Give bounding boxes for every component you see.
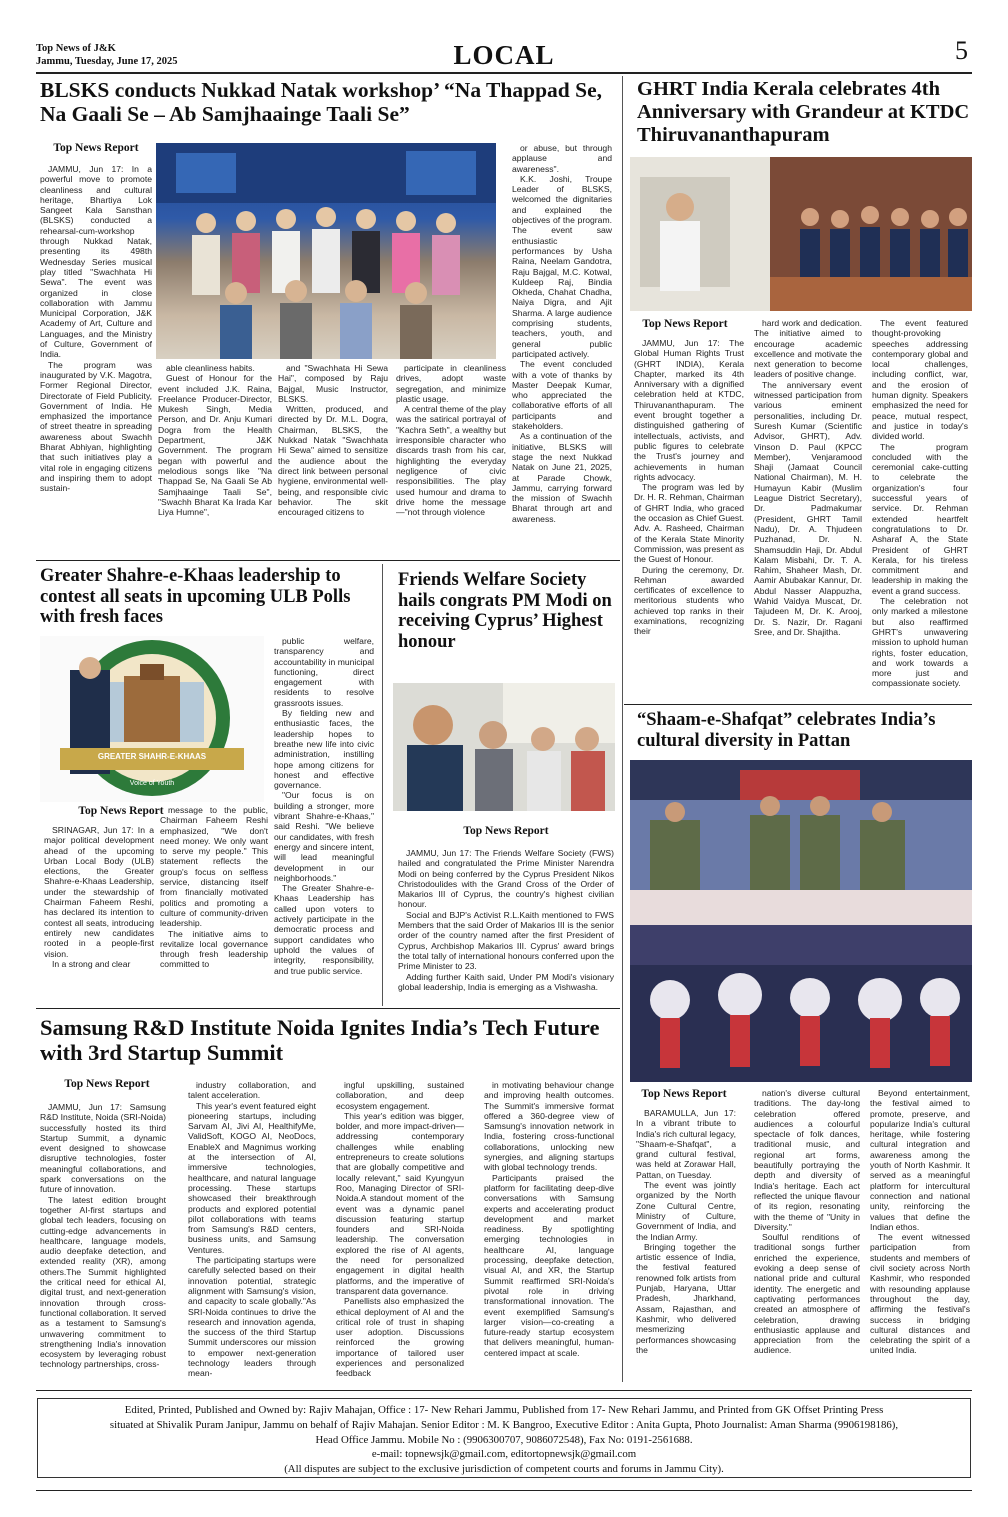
ghk-col3 — [274, 636, 374, 1003]
paragraph: or abuse, but through applause and awareness". — [512, 143, 612, 174]
shaam-col3 — [870, 1088, 970, 1384]
paragraph: As a continuation of the initiative, BLSKS will stage the next Nukkad Natak on June 21, 2025, at Parade Chowk, Jammu, carrying forward the mission of Swachh Bharat through art and awareness. — [512, 431, 612, 524]
ghrt-photo — [630, 157, 972, 311]
column-divider — [382, 564, 383, 1006]
paragraph: in motivating behaviour change and improving health outcomes. The Summit's immersive format offered a 360-degree view of Samsung's innovation network in India, fostering cross-functional collaborations, unlocking new synergies, and aligning startups with global technology trends. — [484, 1080, 614, 1173]
shaam-headline: “Shaam-e-Shafqat” celebrates India’s cultural diversity in Pattan — [637, 710, 936, 751]
paragraph: Written, produced, and directed by Dr. M.L. Dogra, Chairman, BLSKS, the Nukkad Natak "Swachhata Hi Sewa" aimed to sensitize the audience about the direct link between personal hygiene, environmental well-being, and responsible civic behavior. The skit encouraged citizens to — [278, 404, 388, 518]
paragraph: JAMMU, Jun 17: Samsung R&D Institute, Noida (SRI-Noida) successfully hosted its third Startup Summit, a dynamic event designed to showcase disruptive technologies, foster meaningful collaborations, and spark conversations on the future of innovation. — [40, 1102, 166, 1195]
blsks-col3 — [278, 363, 388, 559]
samsung-col2 — [188, 1080, 316, 1384]
blsks-col2 — [158, 363, 272, 559]
paragraph: The event featured thought-provoking speeches addressing contemporary global and local challenges, including conflict, war, and the erosion of human dignity. Speakers emphasized the need for peace, mutual respect, and justice in today's divided world. — [872, 318, 968, 442]
paragraph: This year's edition was bigger, bolder, and more impact-driven—addressing contemporary challenges while enabling entrepreneurs to create solutions that are globally competitive and locally relevant," said Kyungyun Roo, Managing Director of SRI-Noida.A standout moment of the event was a dynamic panel discussion featuring startup founders and SRI-Noida leadership. The conversation explored the rise of AI agents, the need for personalized engagement in digital health platforms, and the imperative of transparent data governance. — [336, 1110, 464, 1296]
paragraph: hard work and dedication. The initiative aimed to encourage academic excellence and motivate the next generation to become leaders of positive change. — [754, 318, 862, 380]
imprint-line: Edited, Printed, Published and Owned by: Rajiv Mahajan, Office : 17- New Rehari Jammu, Published from 17- New Rehari Jammu, and Printed from GK Offset Printing Press — [124, 1404, 884, 1416]
paragraph: By fielding new and enthusiastic faces, the leadership hopes to breathe new life into civic administration, instilling hope among citizens for honest and effective governance. — [274, 708, 374, 791]
ghrt-col3 — [872, 318, 968, 698]
footer-rule — [36, 1390, 972, 1391]
fws-byline: Top News Report — [463, 825, 549, 837]
dateline: Jammu, Tuesday, June 17, 2025 — [36, 56, 178, 67]
paragraph: ingful upskilling, sustained collaboration, and deep ecosystem engagement. — [336, 1080, 464, 1111]
paragraph: The initiative aims to revitalize local governance through fresh leadership committed to — [160, 928, 268, 970]
paragraph: Participants praised the platform for facilitating deep-dive conversations with Samsung experts and accelerating product development and market readiness. By spotlighting emerging technologies in healthcare AI, language processing, deepfake detection, visual AI, and XR, the Startup Summit reaffirmed SRI-Noida's pivotal role in driving transformational innovation. The event exemplified Samsung's larger vision—co-creating a future-ready startup ecosystem that delivers meaningful, human-centered impact at scale. — [484, 1172, 614, 1358]
ghrt-headline: GHRT India Kerala celebrates 4th Anniversary with Grandeur at KTDC Thiruvananthapuram — [637, 78, 970, 146]
imprint-line: Head Office Jammu. Mobile No : (9906300707, 9086072548), Fax No: 0191-2561688. — [315, 1433, 693, 1446]
paragraph: and "Swachhata Hi Sewa Hai", composed by Raju Bajgal, Music Instructor, BLSKS. — [278, 363, 388, 404]
imprint-box — [37, 1398, 971, 1478]
paragraph: In a strong and clear — [52, 958, 131, 969]
paragraph: The celebration not only marked a milestone but also reaffirmed GHRT's unwavering mission to uphold human rights, foster education, and work towards a more just and compassionate society. — [872, 596, 968, 689]
blsks-col4 — [396, 363, 506, 559]
section-rule — [36, 1008, 620, 1009]
section-title: LOCAL — [453, 40, 555, 70]
samsung-col4 — [484, 1080, 614, 1384]
paragraph: The event concluded with a vote of thanks by Master Deepak Kumar, who appreciated the collaborative efforts of all participants and stakeholders. — [512, 359, 612, 432]
paragraph: industry collaboration, and talent acceleration. — [188, 1080, 316, 1101]
ghrt-col2 — [754, 318, 862, 698]
shaam-col2 — [754, 1088, 860, 1384]
fws-photo — [393, 683, 615, 811]
bottom-rule — [36, 1490, 972, 1491]
paragraph: The program concluded with the ceremonial cake-cutting to celebrate the organization's four successful years of service. Dr. Rehman extended heartfelt congratulations to Dr. Asharaf A, the State President of GHRT Kerala, for his tireless commitment and leadership in making the event a grand success. — [872, 441, 968, 596]
paragraph: During the ceremony, Dr. Rehman awarded certificates of excellence to meritorious students who achieved top ranks in their examinations, recognizing their — [634, 564, 744, 637]
ghk-col2 — [160, 805, 268, 1003]
ghrt-col1 — [634, 338, 744, 698]
imprint-disclaimer: (All disputes are subject to the exclusive jurisdiction of competent courts and forums in Jammu City). — [284, 1463, 724, 1476]
logo-text: GREATER SHAHR-E-KHAAS — [97, 752, 207, 761]
paragraph: Social and BJP's Activist R.L.Kaith mentioned to FWS Members that the said Order of Makarios III is the senior order of the country named after the first President of Cyprus, Archbishop Makarios III. Cyprus' award brings the total tally of international honours conferred upon the Prime Minister to 23. — [398, 909, 614, 972]
paragraph: public welfare, transparency and accountability in municipal functioning, direct engagement with residents to resolve grassroots issues. — [274, 636, 374, 708]
samsung-byline: Top News Report — [64, 1078, 150, 1090]
paragraph: The anniversary event witnessed participation from various eminent personalities, including Dr. Suresh Kumar (Scientific Advisor, GHRT), Adv. Vinson D. Paul (KPCC Member), Venjaramood Shaji (Jamaat Council National Chairman), M. H. Humayun Kabir (Muslim League District Secretary), Dr. Padmakumar (President, GHRT Tamil Nadu), Dr. A. Thjudeen Puzhanad, Dr. N. Shamsuddin Haji, Dr. Abdul Kalam Misbahi, Dr. T. A. Rahim, Shaheer Mash, Dr. Aamir Abubakar Kannur, Dr. Abdul Nasser Alappuzha, Wahid Vaidya Muscat, Dr. Tajudeen M, Dr. K. Arooj, Dr. S. Nazir, Dr. Ragani Sree, and Dr. Shajitha. — [754, 379, 862, 637]
page-number: 5 — [955, 36, 968, 65]
paragraph: Bringing together the artistic essence of India, the festival featured renowned folk artists from Punjab, Haryana, Uttar Pradesh, Jharkhand, Assam, Rajasthan, and Kashmir, who delivered mesmerizing performances showcasing the — [636, 1241, 736, 1355]
paragraph: BARAMULLA, Jun 17: In a vibrant tribute to India's rich cultural legacy, "Shaam-e-Shafqat", a grand cultural festival, was held at Zorawar Hall, Pattan, on Tuesday. — [636, 1108, 736, 1180]
imprint-email: e-mail: topnewsjk@gmail.com, editortopnewsjk@gmail.com — [371, 1448, 637, 1461]
fws-headline: Friends Welfare Society hails congrats PM Modi on receiving Cyprus’ Highest honour — [398, 570, 612, 653]
paragraph: Beyond entertainment, the festival aimed to promote, preserve, and popularize India's cultural heritage, while fostering cultural integration and awareness among the youth of North Kashmir. It served as a meaningful platform for intercultural connection and national unity, reinforcing the values that define the Indian ethos. — [870, 1088, 970, 1232]
paragraph: "Our focus is on building a stronger, more vibrant Shahre-e-Khaas," said Reshi. "We believe our candidates, with fresh energy and sincere intent, will lead meaningful development in our neighborhoods." — [274, 790, 374, 883]
paragraph: Soulful renditions of traditional songs further enriched the experience, evoking a deep sense of national pride and cultural identity. The energetic and captivating performances created an atmosphere of celebration, drawing enthusiastic applause and appreciation from the audience. — [754, 1232, 860, 1356]
paragraph: The event witnessed participation from students and members of civil society across North Kashmir, who responded with resounding applause throughout the day, affirming the festival's success in bridging cultural distances and celebrating the spirit of a united India. — [870, 1232, 970, 1356]
blsks-col1 — [40, 164, 152, 558]
paragraph: SRINAGAR, Jun 17: In a major political development ahead of the upcoming Urban Local Body (ULB) elections, the Greater Shahre-e-Khaas Leadership, under the stewardship of Chairman Faheem Reshi, has declared its intention to contest all seats, introducing entirely new candidates rooted in a people-first vision. — [44, 825, 154, 959]
shaam-byline: Top News Report — [641, 1088, 727, 1100]
ghk-byline: Top News Report — [78, 805, 164, 817]
paragraph: Adding further Kaith said, Under PM Modi's visionary global leadership, India is emerging as a Vishwasha. — [398, 971, 614, 992]
samsung-col3 — [336, 1080, 464, 1384]
samsung-col1 — [40, 1102, 166, 1384]
paragraph: JAMMU, Jun 17: The Friends Welfare Society (FWS) hailed and congratulated the Prime Minister Narendra Modi on being conferred by the Cyprus President Nikos Christodoulides with the Grand Cross of the Order of Makarios III of Cyprus, the country's highest civilian honour. — [398, 848, 614, 910]
ghk-col1 — [44, 825, 154, 1003]
ghk-headline: Greater Shahre-e-Khaas leadership to contest all seats in upcoming ULB Polls with fresh faces — [40, 566, 351, 628]
fws-body — [398, 848, 614, 1006]
paragraph: This year's event featured eight pioneering startups, including Sarvam AI, Jivi AI, HealthifyMe, ValidSoft, KOGO AI, NeoDocs, EnableX and Magnimus working at the intersection of AI, immersive technologies, healthcare, and natural language processing. These startups showcased their breakthrough products and explored potential pilot collaborations with teams from Samsung's R&D centers, business units, and Samsung Ventures. — [188, 1100, 316, 1255]
paragraph: The program was inaugurated by V.K. Magotra, Former Regional Director, Directorate of Field Publicity, Government of India. He emphasized the importance of street theatre in spreading awareness about Swachh Bharat Abhiyan, highlighting that such initiatives play a vital role in engaging citizens and inspiring them to adopt sustain- — [40, 359, 152, 494]
paragraph: JAMMU, Jun 17: In a powerful move to promote cleanliness and cultural heritage, Bhartiya Lok Sangeet Kala Sansthan (BLSKS) conducted a rehearsal-cum-workshop through Nukkad Natak, presenting its 498th Wednesday Series musical play titled "Swachhata Hi Sewa". The event was organized in close collaboration with Jammu Municipal Corporation, J&K Academy of Art, Culture and Languages, and the Ministry of Culture, Government of India. — [40, 164, 152, 360]
paragraph: Panellists also emphasized the ethical deployment of AI and the critical role of trust in shaping user adoption. Discussions reinforced the growing importance of tailored user experiences and personalized feedback — [336, 1296, 464, 1379]
paragraph: message to the public, Chairman Faheem Reshi emphasized, "We don't need money. We only want to serve my people." This statement reflects the group's focus on selfless service, distancing itself from financially motivated politics and promoting a culture of community-driven leadership. — [160, 805, 268, 929]
paragraph: nation's diverse cultural traditions. The day-long celebration offered audiences a colourful spectacle of folk dances, traditional music, and regional art forms, beautifully portraying the depth and diversity of India's heritage. Each act reflected the unique flavour of its region, resonating with the theme of "Unity in Diversity." — [754, 1088, 860, 1232]
imprint-line: situated at Shivalik Puram Janipur, Jammu on behalf of Rajiv Mahajan. Senior Editor : M. K Bangroo, Executive Editor : Anita Gupta, Photo Journalist: Aman Sharma (9906198186), — [109, 1418, 899, 1431]
paragraph: The event was jointly organized by the North Zone Cultural Centre, Ministry of Culture, Government of India, and the Indian Army. — [636, 1180, 736, 1242]
section-rule — [36, 560, 620, 561]
logo-subtext: Voice of Youth — [129, 780, 175, 787]
section-rule — [624, 704, 972, 705]
ghk-logo-image — [40, 636, 264, 802]
blsks-col5 — [512, 143, 612, 559]
paper-name: Top News of J&K — [36, 43, 116, 54]
blsks-photo — [156, 143, 496, 359]
paragraph: Guest of Honour for the event included J.K. Raina, Freelance Producer-Director, Mukesh Singh, Media Person, and Dr. Anju Kumari Dogra from the Health Department, J&K Government. The program began with powerful and melodious songs like "Na Thappad Se, Na Gaali Se Ab Samjhaainge Taali Se", "Swachh Bharat Ka Irada Kar Liya Humne", — [158, 373, 272, 518]
paragraph: able cleanliness habits. — [166, 363, 255, 373]
samsung-headline: Samsung R&D Institute Noida Ignites India’s Tech Future with 3rd Startup Summit — [40, 1015, 600, 1066]
paragraph: JAMMU, Jun 17: The Global Human Rights Trust (GHRT INDIA), Kerala Chapter, marked its 4th Anniversary with a dignified celebration held at KTDC, Thiruvananthapuram. The event brought together a distinguished gathering of intellectuals, activists, and public figures to celebrate the Trust's journey and achievements in human rights advocacy. — [634, 338, 744, 482]
paragraph: K.K. Joshi, Troupe Leader of BLSKS, welcomed the dignitaries and explained the objectives of the program. The event saw enthusiastic performances by Usha Raina, Neelam Gandotra, Raju Bajgal, M.C. Kotwal, Kuldeep Raj, Bindia Okheda, Chahat Chadha, Naiya Digra, and Ajit Sharma. A large audience comprising students, teachers, youth, and general public participated actively. — [512, 173, 612, 359]
column-divider — [622, 76, 623, 1382]
shaam-photo — [630, 760, 972, 1082]
paragraph: The Greater Shahre-e-Khaas Leadership has called upon voters to actively participate in the democratic process and support candidates who uphold the values of integrity, responsibility, and true public service. — [274, 883, 374, 976]
blsks-headline: BLSKS conducts Nukkad Natak workshop’ “Na Thappad Se, Na Gaali Se – Ab Samjhaainge Taali Se” — [40, 78, 602, 127]
masthead-rule — [36, 72, 972, 74]
shaam-col1 — [636, 1108, 736, 1384]
blsks-byline: Top News Report — [53, 142, 139, 154]
paragraph: The participating startups were carefully selected based on their innovation potential, strategic alignment with Samsung's vision, and capacity to scale globally."As SRI-Noida continues to drive the research and innovation agenda, the success of the third Startup Summit underscores our mission to empower next-generation technology leaders through mean- — [188, 1255, 316, 1379]
ghrt-byline: Top News Report — [642, 318, 728, 330]
paragraph: The program was led by Dr. H. R. Rehman, Chairman of GHRT India, who graced the occasion as Chief Guest. Adv. A. Rasheed, Chairman of the Kerala State Minority Commission, was present as the Guest of Honour. — [634, 482, 744, 565]
paragraph: A central theme of the play was the satirical portrayal of "Kachra Seth", a wealthy but irresponsible character who discards trash from his car, highlighting the everyday negligence of civic responsibilities. The play used humour and drama to drive home the message—"not through violence — [396, 404, 506, 518]
paragraph: participate in cleanliness drives, adopt waste segregation, and minimize plastic usage. — [396, 363, 506, 404]
paragraph: The latest edition brought together AI-first startups and global tech leaders, focusing on cutting-edge advancements in healthcare, language models, audio deepfake detection, and extended reality (XR), among others.The Summit highlighted the critical need for ethical AI, digital trust, and next-generation innovation through cross-functional collaboration. It served as a testament to Samsung's unwavering commitment to strengthening India's innovation ecosystem by leveraging robust technology partnerships, cross- — [40, 1194, 166, 1370]
